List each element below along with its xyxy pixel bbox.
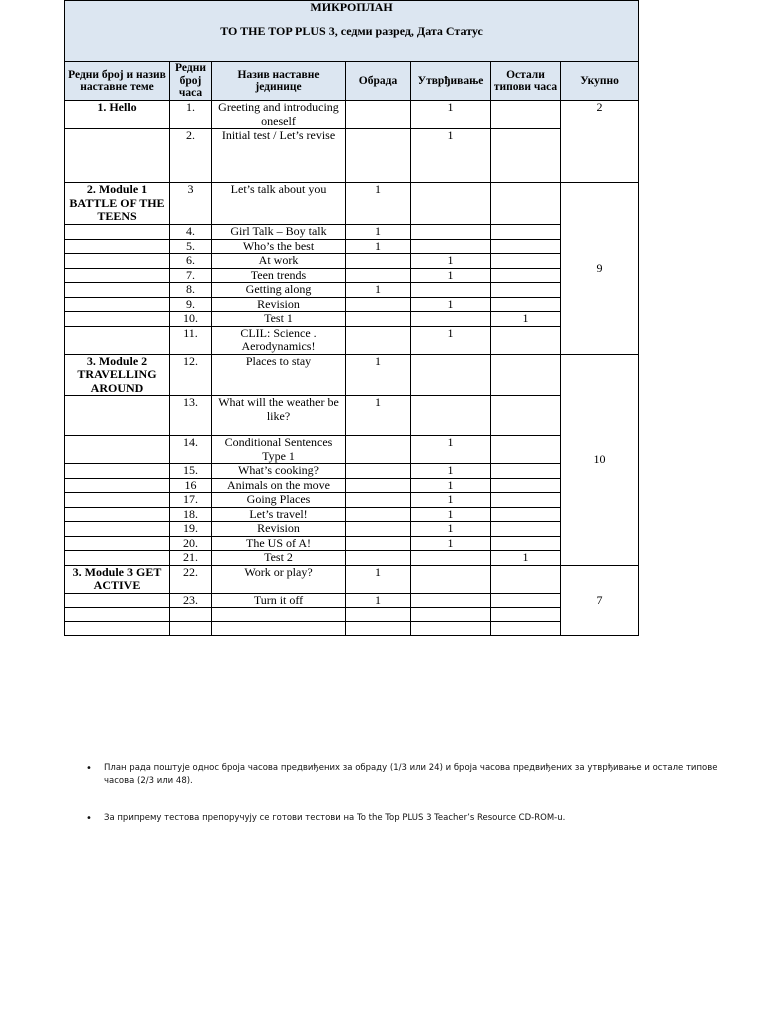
empty-cell	[491, 622, 561, 636]
obrada-cell	[346, 297, 411, 312]
header-theme: Редни број и назив наставне теме	[65, 62, 170, 101]
table-title-main: МИКРОПЛАН	[310, 0, 393, 14]
lesson-name-cell: Let’s travel!	[212, 507, 346, 522]
obrada-cell	[346, 254, 411, 269]
lesson-number-cell: 15.	[170, 464, 212, 479]
other-types-cell	[491, 478, 561, 493]
table-row	[65, 268, 639, 283]
lesson-number-cell: 18.	[170, 507, 212, 522]
theme-cell: 3. Module 2 TRAVELLING AROUND	[65, 354, 170, 396]
lesson-name-cell: At work	[212, 254, 346, 269]
theme-cell-empty	[65, 507, 170, 522]
lesson-name-cell: Places to stay	[212, 354, 346, 396]
utvrdjivanje-cell: 1	[411, 522, 491, 537]
empty-cell	[170, 608, 212, 622]
utvrdjivanje-cell: 1	[411, 507, 491, 522]
lesson-number-cell: 6.	[170, 254, 212, 269]
theme-cell-empty	[65, 396, 170, 436]
other-types-cell	[491, 565, 561, 593]
theme-cell-empty	[65, 464, 170, 479]
other-types-cell	[491, 225, 561, 240]
lesson-name-cell: Turn it off	[212, 593, 346, 608]
table-row	[65, 297, 639, 312]
empty-cell	[411, 622, 491, 636]
note-item: • За припрему тестова препоручују се готови тестови на To the Top PLUS 3 Teacher’s Resource CD-ROM-u.	[84, 812, 724, 825]
utvrdjivanje-cell	[411, 312, 491, 327]
table-row	[65, 239, 639, 254]
theme-cell-empty	[65, 551, 170, 566]
utvrdjivanje-cell: 1	[411, 464, 491, 479]
header-obrada: Обрада	[346, 62, 411, 101]
lesson-name-cell: Test 1	[212, 312, 346, 327]
lesson-number-cell: 17.	[170, 493, 212, 508]
lesson-name-cell: Initial test / Let’s revise	[212, 129, 346, 183]
lesson-name-cell: Revision	[212, 297, 346, 312]
utvrdjivanje-cell	[411, 551, 491, 566]
table-row	[65, 312, 639, 327]
header-total: Укупно	[561, 62, 639, 101]
other-types-cell	[491, 268, 561, 283]
other-types-cell	[491, 239, 561, 254]
other-types-cell	[491, 507, 561, 522]
utvrdjivanje-cell	[411, 283, 491, 298]
utvrdjivanje-cell	[411, 593, 491, 608]
table-row	[65, 254, 639, 269]
utvrdjivanje-cell: 1	[411, 254, 491, 269]
utvrdjivanje-cell	[411, 239, 491, 254]
empty-cell	[170, 622, 212, 636]
lesson-number-cell: 2.	[170, 129, 212, 183]
theme-cell-empty	[65, 436, 170, 464]
obrada-cell: 1	[346, 354, 411, 396]
theme-cell-empty	[65, 593, 170, 608]
header-utvrdjivanje: Утврђивање	[411, 62, 491, 101]
utvrdjivanje-cell: 1	[411, 493, 491, 508]
theme-cell: 3. Module 3 GET ACTIVE	[65, 565, 170, 593]
table-row	[65, 464, 639, 479]
obrada-cell: 1	[346, 593, 411, 608]
lesson-number-cell: 11.	[170, 326, 212, 354]
theme-cell-empty	[65, 312, 170, 327]
lesson-name-cell: Conditional Sentences Type 1	[212, 436, 346, 464]
obrada-cell	[346, 312, 411, 327]
table-row	[65, 183, 639, 225]
total-cell: 2	[561, 101, 639, 183]
table-row-cutoff	[65, 622, 639, 636]
utvrdjivanje-cell: 1	[411, 129, 491, 183]
lesson-number-cell: 13.	[170, 396, 212, 436]
lesson-name-cell: Going Places	[212, 493, 346, 508]
other-types-cell	[491, 536, 561, 551]
lesson-number-cell: 9.	[170, 297, 212, 312]
empty-cell	[212, 622, 346, 636]
obrada-cell	[346, 536, 411, 551]
other-types-cell	[491, 101, 561, 129]
utvrdjivanje-cell	[411, 396, 491, 436]
obrada-cell	[346, 493, 411, 508]
theme-cell-empty	[65, 326, 170, 354]
table-row	[65, 522, 639, 537]
total-cell: 7	[561, 565, 639, 636]
theme-cell-empty	[65, 268, 170, 283]
lesson-name-cell: The US of A!	[212, 536, 346, 551]
lesson-number-cell: 19.	[170, 522, 212, 537]
obrada-cell: 1	[346, 565, 411, 593]
lesson-name-cell: Greeting and introducing oneself	[212, 101, 346, 129]
lesson-name-cell: Girl Talk – Boy talk	[212, 225, 346, 240]
other-types-cell	[491, 396, 561, 436]
table-row	[65, 436, 639, 464]
table-row	[65, 129, 639, 183]
theme-cell-empty	[65, 297, 170, 312]
empty-cell	[346, 622, 411, 636]
obrada-cell	[346, 129, 411, 183]
table-header-row	[65, 62, 639, 101]
obrada-cell	[346, 326, 411, 354]
lesson-number-cell: 1.	[170, 101, 212, 129]
other-types-cell	[491, 593, 561, 608]
lesson-number-cell: 22.	[170, 565, 212, 593]
microplan-table-area	[64, 0, 638, 607]
theme-cell-empty	[65, 536, 170, 551]
lesson-number-cell: 10.	[170, 312, 212, 327]
other-types-cell	[491, 326, 561, 354]
lesson-name-cell: Test 2	[212, 551, 346, 566]
utvrdjivanje-cell: 1	[411, 478, 491, 493]
lesson-number-cell: 16	[170, 478, 212, 493]
theme-cell-empty	[65, 254, 170, 269]
other-types-cell	[491, 493, 561, 508]
utvrdjivanje-cell: 1	[411, 101, 491, 129]
obrada-cell: 1	[346, 183, 411, 225]
notes-list	[84, 762, 724, 788]
lesson-number-cell: 12.	[170, 354, 212, 396]
lesson-number-cell: 21.	[170, 551, 212, 566]
empty-cell	[65, 622, 170, 636]
theme-cell-empty	[65, 129, 170, 183]
lesson-number-cell: 7.	[170, 268, 212, 283]
total-cell: 9	[561, 183, 639, 355]
obrada-cell: 1	[346, 396, 411, 436]
obrada-cell	[346, 507, 411, 522]
utvrdjivanje-cell: 1	[411, 268, 491, 283]
obrada-cell	[346, 464, 411, 479]
theme-cell-empty	[65, 239, 170, 254]
lesson-name-cell: Who’s the best	[212, 239, 346, 254]
theme-cell-empty	[65, 225, 170, 240]
empty-cell	[411, 608, 491, 622]
microplan-table	[64, 0, 639, 636]
lesson-name-cell: Revision	[212, 522, 346, 537]
obrada-cell	[346, 101, 411, 129]
obrada-cell: 1	[346, 283, 411, 298]
theme-cell-empty	[65, 478, 170, 493]
obrada-cell	[346, 268, 411, 283]
table-row	[65, 551, 639, 566]
other-types-cell: 1	[491, 551, 561, 566]
obrada-cell	[346, 436, 411, 464]
table-row	[65, 593, 639, 608]
lesson-name-cell: Let’s talk about you	[212, 183, 346, 225]
other-types-cell	[491, 354, 561, 396]
table-row	[65, 478, 639, 493]
utvrdjivanje-cell: 1	[411, 297, 491, 312]
table-row	[65, 354, 639, 396]
other-types-cell	[491, 297, 561, 312]
header-other-types: Остали типови часа	[491, 62, 561, 101]
table-title-subtitle: TO THE TOP PLUS 3, седми разред, Дата Статус	[220, 23, 483, 38]
obrada-cell	[346, 478, 411, 493]
table-row	[65, 225, 639, 240]
utvrdjivanje-cell	[411, 565, 491, 593]
empty-cell	[491, 608, 561, 622]
utvrdjivanje-cell	[411, 183, 491, 225]
table-row-cutoff	[65, 608, 639, 622]
empty-cell	[212, 608, 346, 622]
obrada-cell: 1	[346, 239, 411, 254]
table-row	[65, 283, 639, 298]
utvrdjivanje-cell: 1	[411, 536, 491, 551]
header-lesson-number: Редни број часа	[170, 62, 212, 101]
obrada-cell: 1	[346, 225, 411, 240]
table-row	[65, 507, 639, 522]
table-row	[65, 326, 639, 354]
lesson-number-cell: 20.	[170, 536, 212, 551]
theme-cell-empty	[65, 283, 170, 298]
lesson-number-cell: 4.	[170, 225, 212, 240]
obrada-cell	[346, 551, 411, 566]
header-lesson-name: Назив наставне јединице	[212, 62, 346, 101]
lesson-name-cell: What’s cooking?	[212, 464, 346, 479]
other-types-cell: 1	[491, 312, 561, 327]
table-title	[65, 1, 639, 62]
other-types-cell	[491, 183, 561, 225]
total-cell: 10	[561, 354, 639, 565]
utvrdjivanje-cell	[411, 225, 491, 240]
obrada-cell	[346, 522, 411, 537]
table-row	[65, 536, 639, 551]
notes-list-second	[84, 812, 724, 825]
other-types-cell	[491, 522, 561, 537]
lesson-name-cell: Animals on the move	[212, 478, 346, 493]
lesson-number-cell: 14.	[170, 436, 212, 464]
lesson-name-cell: CLIL: Science . Aerodynamics!	[212, 326, 346, 354]
utvrdjivanje-cell	[411, 354, 491, 396]
lesson-name-cell: What will the weather be like?	[212, 396, 346, 436]
empty-cell	[346, 608, 411, 622]
other-types-cell	[491, 283, 561, 298]
theme-cell-empty	[65, 493, 170, 508]
table-row	[65, 396, 639, 436]
theme-cell: 1. Hello	[65, 101, 170, 129]
theme-cell-empty	[65, 522, 170, 537]
theme-cell: 2. Module 1 BATTLE OF THE TEENS	[65, 183, 170, 225]
lesson-name-cell: Getting along	[212, 283, 346, 298]
lesson-number-cell: 23.	[170, 593, 212, 608]
other-types-cell	[491, 436, 561, 464]
other-types-cell	[491, 464, 561, 479]
lesson-name-cell: Teen trends	[212, 268, 346, 283]
lesson-name-cell: Work or play?	[212, 565, 346, 593]
table-row	[65, 493, 639, 508]
utvrdjivanje-cell: 1	[411, 436, 491, 464]
other-types-cell	[491, 254, 561, 269]
note-item: • План рада поштује однос броја часова предвиђених за обраду (1/3 или 24) и броја часова предвиђених за утврђивање и остале типове часова (2/3 или 48).	[84, 762, 724, 788]
other-types-cell	[491, 129, 561, 183]
lesson-number-cell: 3	[170, 183, 212, 225]
empty-cell	[65, 608, 170, 622]
utvrdjivanje-cell: 1	[411, 326, 491, 354]
lesson-number-cell: 8.	[170, 283, 212, 298]
lesson-number-cell: 5.	[170, 239, 212, 254]
table-row	[65, 565, 639, 593]
table-row	[65, 101, 639, 129]
